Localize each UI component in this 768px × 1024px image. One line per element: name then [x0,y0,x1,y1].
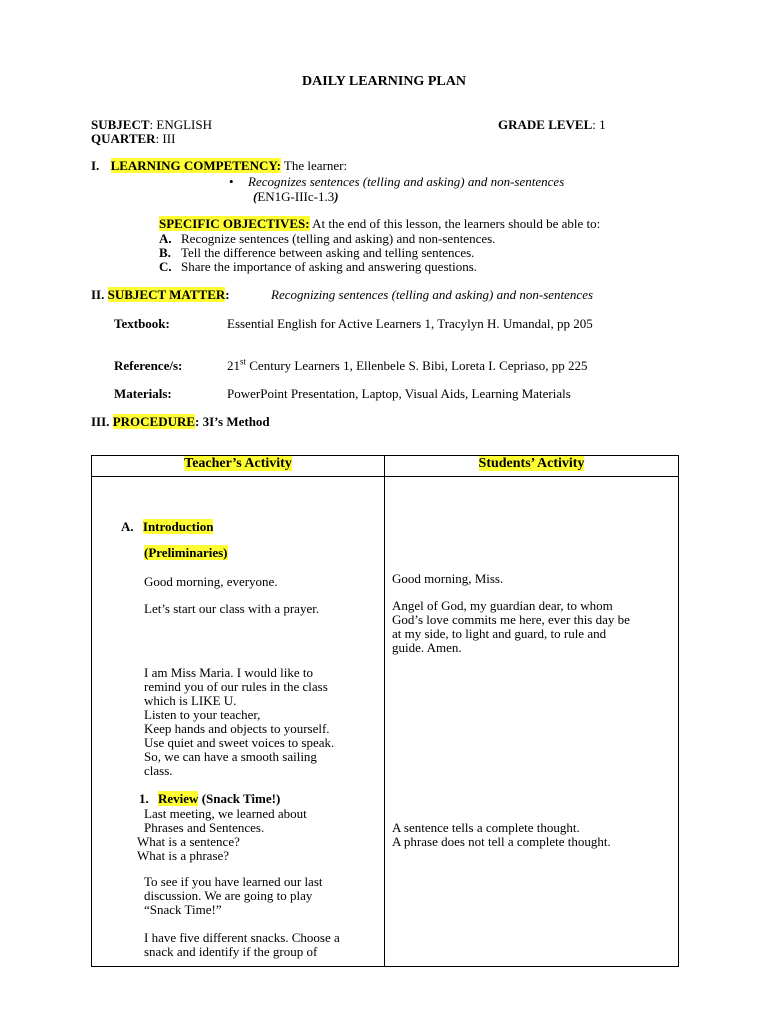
quarter-label: QUARTER [91,131,156,146]
rules-line: So, we can have a smooth sailing [144,749,317,764]
introduction-heading: A. Introduction [121,519,214,534]
objective-item: B. Tell the difference between asking and telling sentences. [159,245,475,260]
preliminaries-heading: (Preliminaries) [144,545,228,560]
textbook-label: Textbook: [114,316,170,331]
procedure-label: PROCEDURE [112,414,196,429]
objectives-heading [159,217,600,231]
subject-label: SUBJECT [91,117,150,132]
procedure-heading [91,415,270,429]
rules-line: Keep hands and objects to yourself. [144,721,330,736]
objectives-intro: At the end of this lesson, the learners should be able to: [309,216,601,231]
subject-matter-label: SUBJECT MATTER [107,287,226,302]
review-line: Last meeting, we learned about [144,806,307,821]
answer-line: A sentence tells a complete thought. [392,820,580,835]
students-activity-header: Students’ Activity [385,456,679,477]
page-title: DAILY LEARNING PLAN [302,74,466,89]
references-label: Reference/s: [114,358,183,373]
grade-level-line [498,118,606,132]
prayer-line: at my side, to light and guard, to rule and [392,626,607,641]
game-line: discussion. We are going to play [144,888,313,903]
competency-bullet: Recognizes sentences (telling and asking) and non-sentences [248,174,565,189]
competency-heading [91,159,347,173]
materials-value: PowerPoint Presentation, Laptop, Visual Aids, Learning Materials [227,386,571,401]
review-line: What is a sentence? [137,834,240,849]
rules-line: Listen to your teacher, [144,707,261,722]
rules-line: Use quiet and sweet voices to speak. [144,735,335,750]
teacher-activity-cell [92,477,385,967]
prayer-line: Angel of God, my guardian dear, to whom [392,598,613,613]
game-line: “Snack Time!” [144,902,222,917]
quarter-value: : III [155,131,176,146]
competency-code: (EN1G-IIIc-1.3) [253,189,339,204]
game-line: To see if you have learned our last [144,874,323,889]
prayer-line: guide. Amen. [392,640,462,655]
answer-line: A phrase does not tell a complete thought. [392,834,611,849]
objective-item: A. Recognize sentences (telling and asking) and non-sentences. [159,231,496,246]
review-heading: 1. Review (Snack Time!) [139,791,281,806]
student-greeting: Good morning, Miss. [392,571,504,586]
rules-line: which is LIKE U. [144,693,237,708]
subject-value: : ENGLISH [149,117,212,132]
rules-line: remind you of our rules in the class [144,679,328,694]
quarter-line [91,132,175,146]
snack-line: snack and identify if the group of [144,944,318,959]
competency-label: LEARNING COMPETENCY: [110,158,281,173]
grade-level-value: : 1 [592,117,606,132]
review-line: Phrases and Sentences. [144,820,265,835]
procedure-number: III. [91,414,110,429]
prayer-line: God’s love commits me here, ever this day be [392,612,630,627]
students-activity-cell [385,477,679,967]
snack-line: I have five different snacks. Choose a [144,930,340,945]
textbook-value: Essential English for Active Learners 1, Tracylyn H. Umandal, pp 205 [227,316,593,331]
bullet-icon: • [229,174,234,189]
subject-line [91,118,212,132]
rules-line: class. [144,763,173,778]
teacher-activity-header: Teacher’s Activity [92,456,385,477]
table-header-row [92,456,679,477]
subject-matter-number: II. [91,287,105,302]
procedure-method: : 3I’s Method [195,414,270,429]
table-row [92,477,679,967]
subject-matter-value: Recognizing sentences (telling and asking) and non-sentences [271,287,594,302]
rules-line: I am Miss Maria. I would like to [144,665,313,680]
objective-item: C. Share the importance of asking and answering questions. [159,259,478,274]
teacher-prayer-prompt: Let’s start our class with a prayer. [144,601,320,616]
materials-label: Materials: [114,386,172,401]
references-value: 21st Century Learners 1, Ellenbele S. Bibi, Loreta I. Cepriaso, pp 225 [227,356,588,373]
competency-intro: The learner: [280,158,348,173]
teacher-greeting: Good morning, everyone. [144,574,278,589]
grade-level-label: GRADE LEVEL [498,117,593,132]
subject-matter-heading: II. SUBJECT MATTER: [91,287,230,302]
competency-number: I. [91,158,100,173]
review-line: What is a phrase? [137,848,230,863]
objectives-label: SPECIFIC OBJECTIVES: [159,216,310,231]
activity-table [91,455,679,967]
